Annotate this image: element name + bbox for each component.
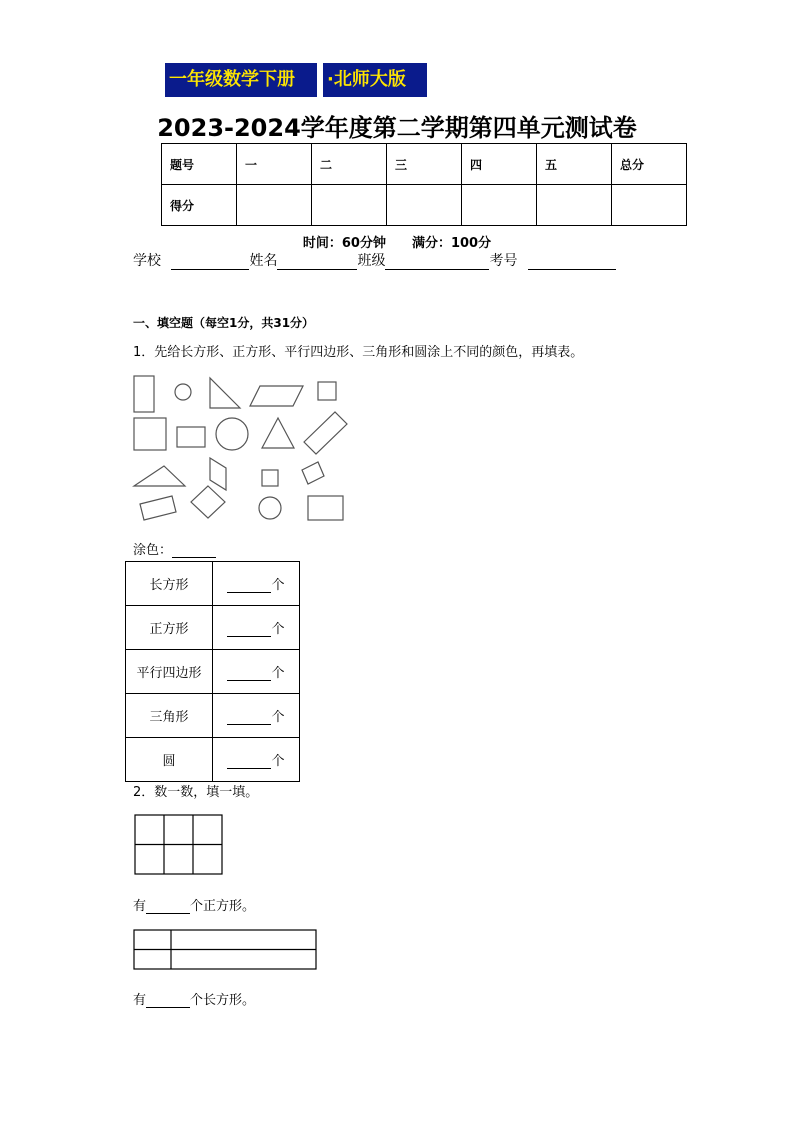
rectangle-grid-figure <box>133 929 318 971</box>
banner-grade: 一年级数学下册 <box>165 63 317 97</box>
shape-name-cell: 三角形 <box>126 694 213 738</box>
name-field[interactable] <box>277 253 357 270</box>
circle-shape <box>259 497 281 519</box>
triangle-shape <box>262 418 294 448</box>
square-shape <box>191 486 225 518</box>
table-row <box>126 650 300 694</box>
color-label: 涂色： <box>133 543 173 558</box>
shapes-figure <box>128 372 352 524</box>
score-header-cell: 题号 <box>162 144 237 185</box>
parallelogram-shape <box>250 386 303 406</box>
school-field[interactable] <box>171 253 249 270</box>
unit-label: 个 <box>271 578 285 593</box>
student-info-line <box>133 250 616 270</box>
square-shape <box>134 418 166 450</box>
answer-prefix: 有 <box>133 899 147 914</box>
exam-no-label: 考号 <box>489 253 518 269</box>
rectangle-shape <box>304 412 347 454</box>
table-row <box>126 562 300 606</box>
count-cell[interactable] <box>213 606 300 650</box>
square-shape <box>302 462 324 484</box>
score-input-cell[interactable] <box>387 185 462 226</box>
class-label: 班级 <box>357 253 386 269</box>
class-field[interactable] <box>385 253 489 270</box>
score-header-cell: 三 <box>387 144 462 185</box>
unit-label: 个 <box>271 710 285 725</box>
unit-label: 个 <box>271 754 285 769</box>
score-input-cell[interactable] <box>612 185 687 226</box>
count-cell[interactable] <box>213 738 300 782</box>
shape-name-cell: 圆 <box>126 738 213 782</box>
table-row <box>126 738 300 782</box>
score-header-cell: 一 <box>237 144 312 185</box>
score-row-label: 得分 <box>162 185 237 226</box>
count-cell[interactable] <box>213 562 300 606</box>
unit-label: 个 <box>271 666 285 681</box>
score-header-cell: 四 <box>462 144 537 185</box>
table-row <box>126 606 300 650</box>
score-header-cell: 五 <box>537 144 612 185</box>
triangle-shape <box>134 466 185 486</box>
unit-label: 个 <box>271 622 285 637</box>
color-line <box>133 539 216 558</box>
page-title: 2023-2024学年度第二学期第四单元测试卷 <box>157 114 637 142</box>
answer-line-1 <box>133 895 255 914</box>
score-input-cell[interactable] <box>462 185 537 226</box>
section-heading: 一、填空题（每空1分，共31分） <box>133 316 315 330</box>
score-header-cell: 二 <box>312 144 387 185</box>
answer-suffix: 个长方形。 <box>190 993 256 1008</box>
answer-blank[interactable] <box>146 899 190 914</box>
school-label: 学校 <box>133 253 161 269</box>
parallelogram-shape <box>210 458 226 490</box>
square-shape <box>262 470 278 486</box>
shape-name-cell: 正方形 <box>126 606 213 650</box>
circle-shape <box>175 384 191 400</box>
rectangle-shape <box>140 496 176 520</box>
answer-line-2 <box>133 989 255 1008</box>
table-row <box>126 694 300 738</box>
answer-blank[interactable] <box>146 993 190 1008</box>
time-line: 时间：60分钟 满分：100分 <box>302 236 492 251</box>
count-cell[interactable] <box>213 650 300 694</box>
rectangle-shape <box>308 496 343 520</box>
score-input-cell[interactable] <box>312 185 387 226</box>
count-cell[interactable] <box>213 694 300 738</box>
color-blank[interactable] <box>172 543 216 558</box>
question-2: 2．数一数，填一填。 <box>133 785 259 800</box>
answer-suffix: 个正方形。 <box>190 899 256 914</box>
banner <box>165 63 427 97</box>
answer-prefix: 有 <box>133 993 147 1008</box>
square-grid-figure <box>134 814 224 876</box>
count-table <box>125 561 300 782</box>
name-label: 姓名 <box>249 253 278 269</box>
rectangle-shape <box>177 427 205 447</box>
triangle-shape <box>210 378 240 408</box>
banner-edition: ·北师大版 <box>323 63 427 97</box>
rectangle-shape <box>134 376 154 412</box>
square-shape <box>318 382 336 400</box>
shape-name-cell: 平行四边形 <box>126 650 213 694</box>
exam-no-field[interactable] <box>528 253 616 270</box>
score-table <box>161 143 687 226</box>
circle-shape <box>216 418 248 450</box>
score-input-cell[interactable] <box>237 185 312 226</box>
question-1: 1．先给长方形、正方形、平行四边形、三角形和圆涂上不同的颜色，再填表。 <box>133 345 584 360</box>
score-input-cell[interactable] <box>537 185 612 226</box>
shape-name-cell: 长方形 <box>126 562 213 606</box>
score-header-cell: 总分 <box>612 144 687 185</box>
